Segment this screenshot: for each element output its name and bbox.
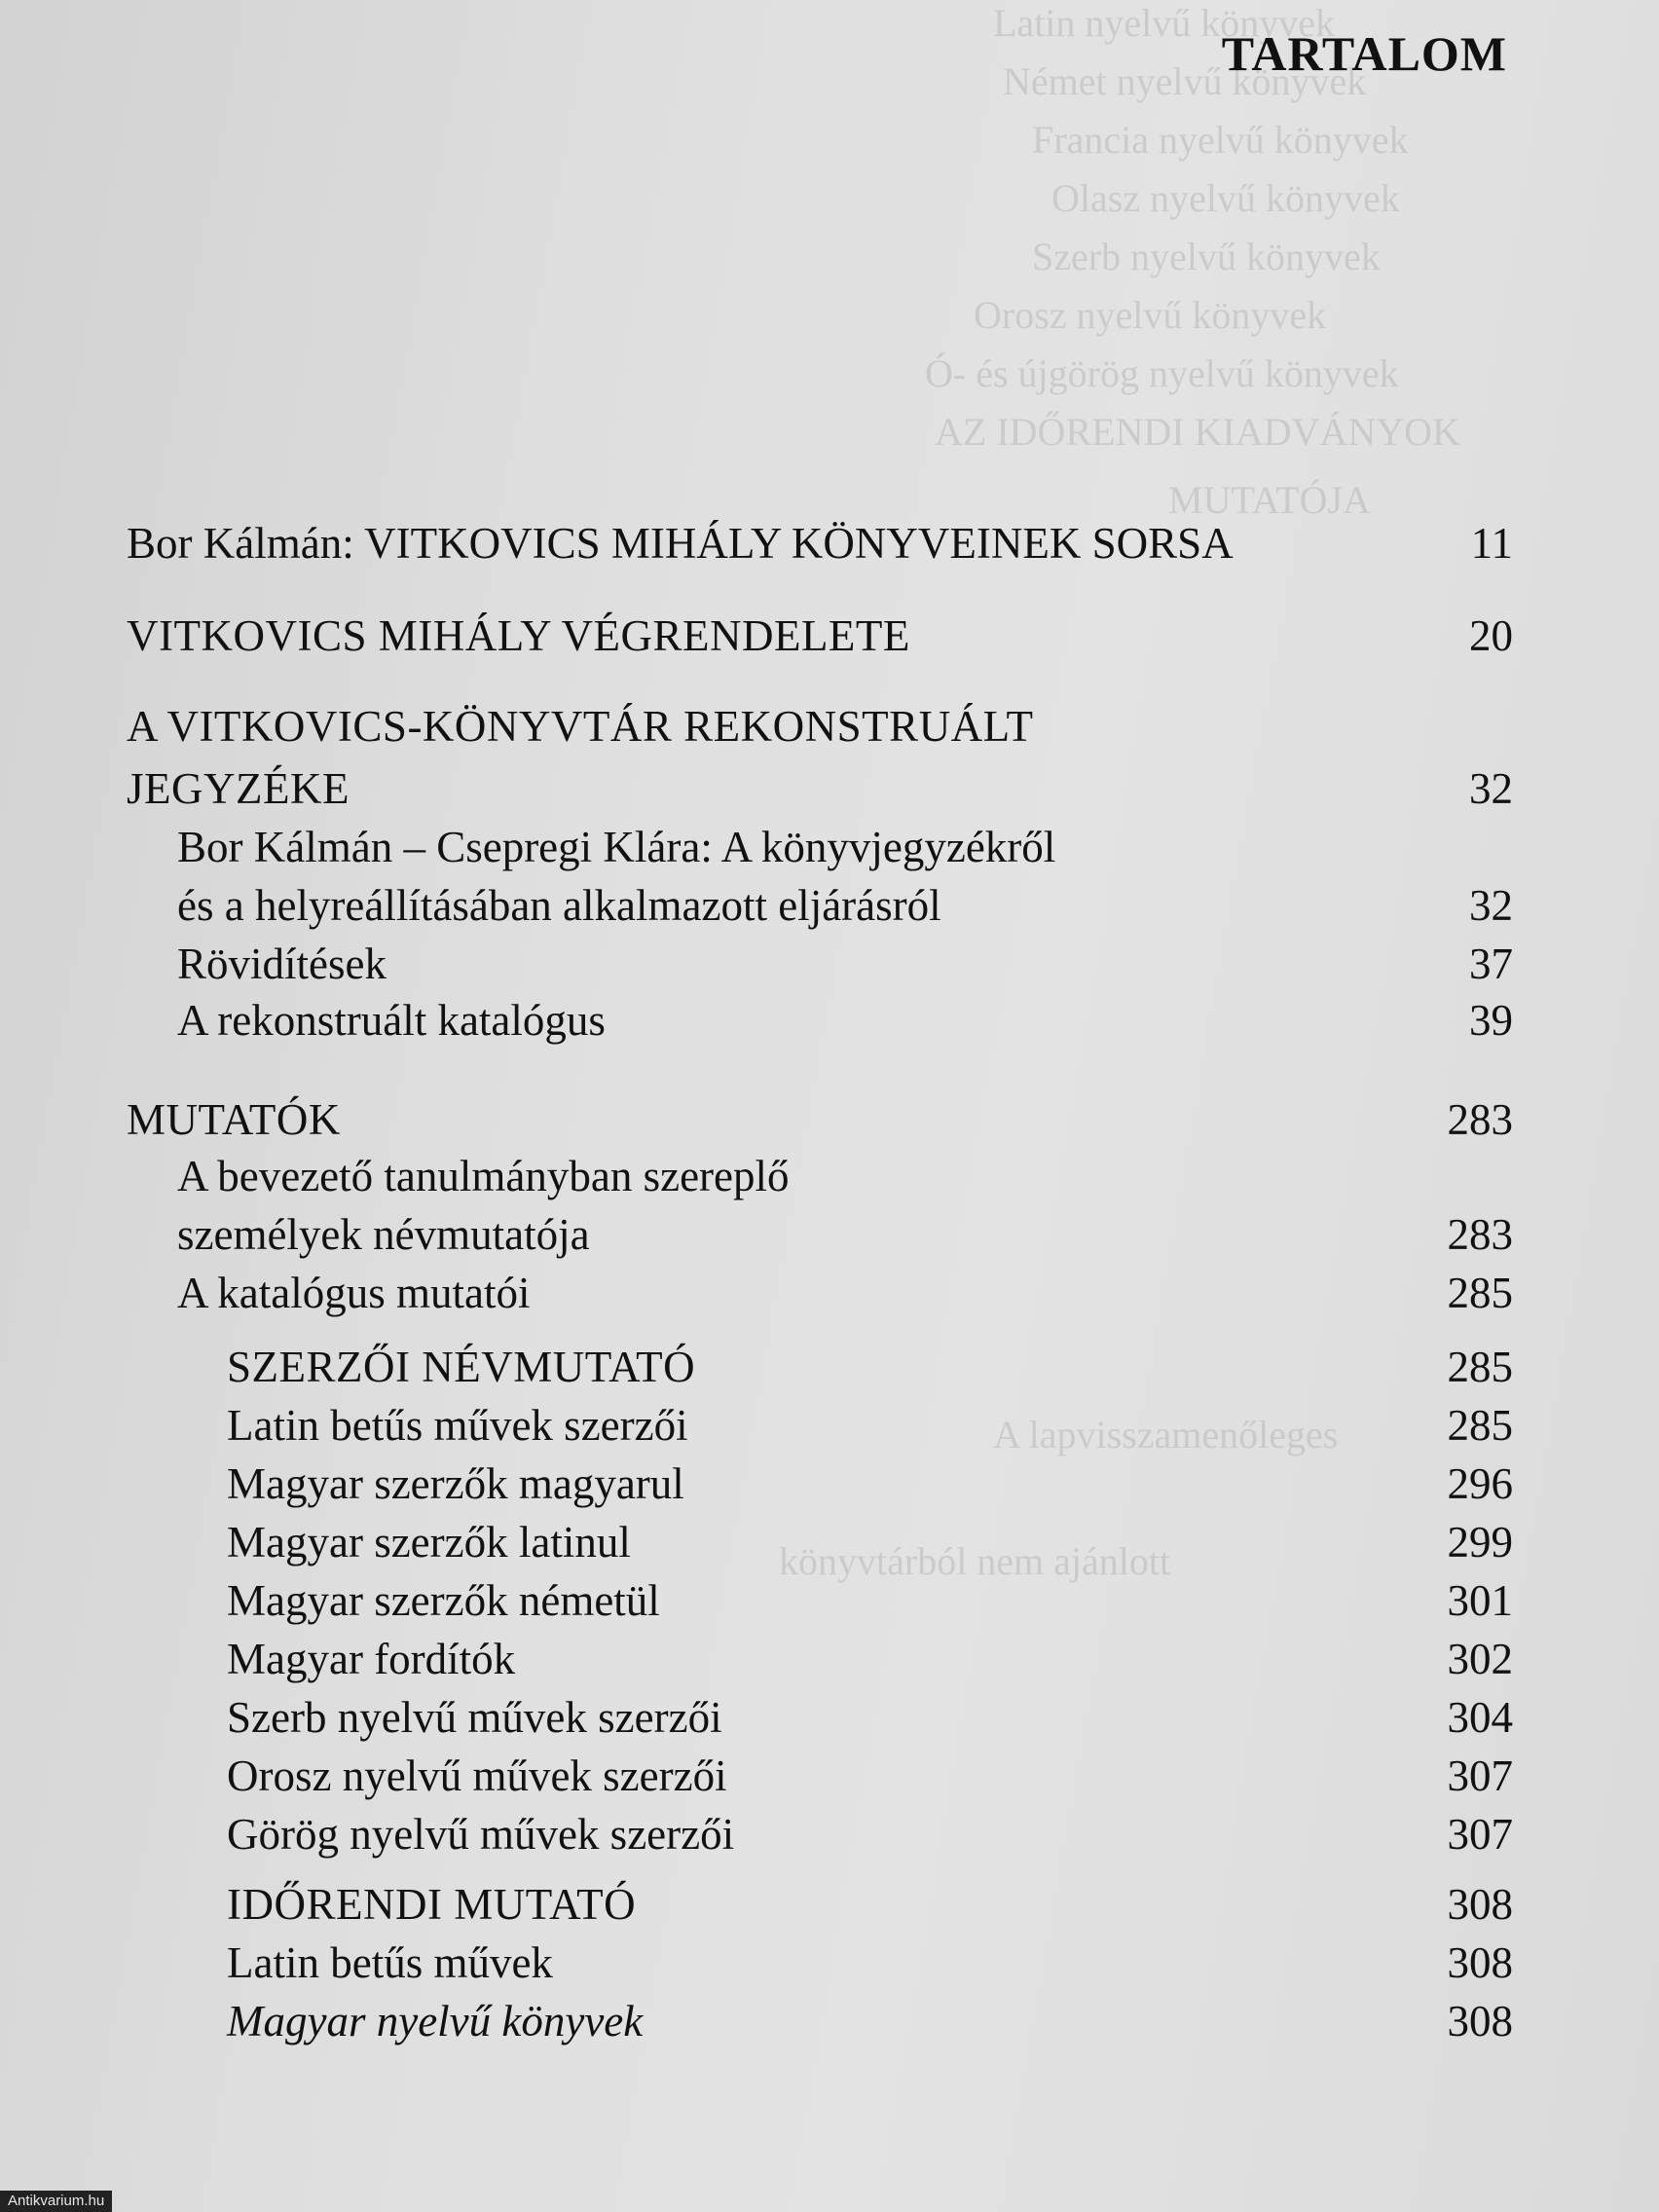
toc-entry-page: 37 xyxy=(1469,940,1513,988)
toc-entry-title: VITKOVICS MIHÁLY VÉGRENDELETE xyxy=(127,611,910,660)
book-page: Latin nyelvű könyvek Német nyelvű könyvek Francia nyelvű könyvek Olasz nyelvű könyvek Szerb nyelvű könyvek Orosz nyelvű könyvek Ó- és újgörög nyelvű könyvek AZ IDŐRENDI KIADVÁNYOK MUTATÓJA A lapvisszamenőleges könyvtárból nem ajánlott TARTALOM Bor Kálmán: VITKOVICS MIHÁLY KÖNYVEINEK SORSA 11 VITKOVICS MIHÁLY VÉGRENDELETE 20 A VITKOVICS-KÖNYVTÁR REKONSTRUÁLT JEGYZÉKE 32 Bor Kálmán – Csepregi Klára: A könyvjegyzékről és a helyreállításában alkalmazott eljárásról 32 Rövidítések 37 A rekonstruált katalógus 39 MUTATÓK 283 A bevezető tanulmányban szereplő személyek névmutatója 283 A katalógus mutatói 285 SZERZŐI NÉVMUTATÓ 285 Latin betűs művek szerzői 285 Magyar szerzők magyarul 296 Magyar szerzők latinul 299 Magyar szerzők németül 301 Magyar fordítók 302 Szerb nyelvű művek szerzői 304 Orosz nyelvű művek szerzői 307 Görög nyelvű művek szerzői 307 IDŐRENDI MUTATÓ 308 Latin betűs művek 308 Magyar nyelvű könyvek 308 Antikvarium.hu xyxy=(0,0,1659,2212)
toc-entry-page: 283 xyxy=(1447,1210,1513,1259)
toc-entry-title: Magyar szerzők németül xyxy=(227,1576,660,1625)
toc-entry[interactable] xyxy=(0,1266,1659,1324)
toc-entry-title: Orosz nyelvű művek szerzői xyxy=(227,1751,727,1800)
toc-entry-page: 11 xyxy=(1470,519,1513,568)
toc-entry-title: Magyar szerzők latinul xyxy=(227,1518,631,1567)
toc-entry[interactable] xyxy=(0,878,1659,937)
toc-entry-page: 307 xyxy=(1447,1751,1513,1800)
toc-entry[interactable] xyxy=(0,1092,1659,1151)
toc-entry-page: 308 xyxy=(1447,1880,1513,1929)
toc-entry-page: 308 xyxy=(1447,1938,1513,1987)
toc-entry[interactable] xyxy=(0,761,1659,820)
toc-entry[interactable] xyxy=(0,1994,1659,2052)
toc-entry[interactable] xyxy=(0,1877,1659,1936)
toc-entry[interactable] xyxy=(0,1690,1659,1749)
toc-entry-page: 296 xyxy=(1447,1459,1513,1508)
toc-entry-page: 285 xyxy=(1447,1343,1513,1391)
toc-entry[interactable] xyxy=(0,1573,1659,1632)
toc-entry[interactable] xyxy=(0,608,1659,667)
toc-entry-page: 283 xyxy=(1447,1095,1513,1144)
toc-entry-page: 308 xyxy=(1447,1997,1513,2046)
toc-entry[interactable] xyxy=(0,699,1659,757)
toc-entry[interactable] xyxy=(0,1149,1659,1207)
toc-entry-page: 307 xyxy=(1447,1810,1513,1859)
toc-entry-title: személyek névmutatója xyxy=(177,1210,590,1259)
toc-entry[interactable] xyxy=(0,1515,1659,1573)
toc-entry-title: MUTATÓK xyxy=(127,1095,341,1144)
page-title: TARTALOM xyxy=(1221,26,1507,81)
toc-entry-page: 285 xyxy=(1447,1269,1513,1317)
toc-entry-page: 32 xyxy=(1469,764,1513,813)
toc-entry-title: Magyar nyelvű könyvek xyxy=(227,1997,644,2046)
toc-entry-title: Latin betűs művek xyxy=(227,1938,553,1987)
toc-entry-title: Magyar szerzők magyarul xyxy=(227,1459,684,1508)
toc-entry-title: A bevezető tanulmányban szereplő xyxy=(177,1152,790,1200)
toc-entry-title: Rövidítések xyxy=(177,940,387,988)
toc-entry[interactable] xyxy=(0,820,1659,878)
toc-entry[interactable] xyxy=(0,1456,1659,1515)
toc-entry[interactable] xyxy=(0,516,1659,574)
toc-entry[interactable] xyxy=(0,1936,1659,1994)
toc-entry-title: A rekonstruált katalógus xyxy=(177,996,606,1045)
toc-entry-title: A VITKOVICS-KÖNYVTÁR REKONSTRUÁLT xyxy=(127,702,1034,751)
toc-entry-title: Magyar fordítók xyxy=(227,1635,516,1683)
toc-entry[interactable] xyxy=(0,1398,1659,1456)
toc-entry-title: Szerb nyelvű művek szerzői xyxy=(227,1693,722,1742)
toc-entry[interactable] xyxy=(0,937,1659,995)
toc-entry-page: 39 xyxy=(1469,996,1513,1045)
toc-entry-page: 285 xyxy=(1447,1401,1513,1450)
toc-entry[interactable] xyxy=(0,1749,1659,1807)
toc-entry[interactable] xyxy=(0,1340,1659,1398)
toc-entry-title: SZERZŐI NÉVMUTATÓ xyxy=(227,1343,696,1391)
toc-entry-title: Bor Kálmán: VITKOVICS MIHÁLY KÖNYVEINEK SORSA xyxy=(127,519,1234,568)
toc-entry-page: 299 xyxy=(1447,1518,1513,1567)
toc-entry-page: 20 xyxy=(1469,611,1513,660)
toc-entry[interactable] xyxy=(0,1807,1659,1865)
toc-entry-title: Latin betűs művek szerzői xyxy=(227,1401,688,1450)
toc-entry[interactable] xyxy=(0,1207,1659,1266)
toc-entry-title: IDŐRENDI MUTATÓ xyxy=(227,1880,637,1929)
toc-entry-title: és a helyreállításában alkalmazott eljárásról xyxy=(177,881,941,930)
toc-entry-title: JEGYZÉKE xyxy=(127,764,350,813)
site-watermark: Antikvarium.hu xyxy=(0,2191,112,2212)
toc-entry-page: 32 xyxy=(1469,881,1513,930)
toc-entry-title: Bor Kálmán – Csepregi Klára: A könyvjegyzékről xyxy=(177,823,1056,871)
toc-entry[interactable] xyxy=(0,1632,1659,1690)
toc-entry[interactable] xyxy=(0,993,1659,1051)
toc-entry-page: 304 xyxy=(1447,1693,1513,1742)
toc-entry-title: A katalógus mutatói xyxy=(177,1269,531,1317)
toc-entry-page: 302 xyxy=(1447,1635,1513,1683)
toc-entry-title: Görög nyelvű művek szerzői xyxy=(227,1810,735,1859)
toc-entry-page: 301 xyxy=(1447,1576,1513,1625)
